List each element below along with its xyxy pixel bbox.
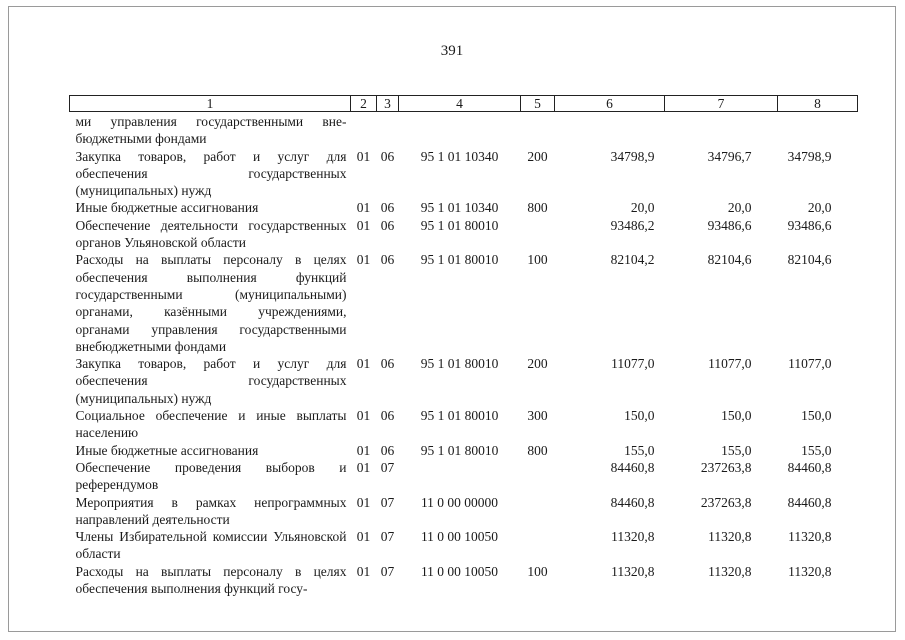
column-header: 7 <box>665 96 778 112</box>
row-section-code: 01 <box>356 408 371 424</box>
row-expense-type: 200 <box>527 356 548 372</box>
row-amount-col6: 82104,2 <box>610 252 655 268</box>
row-target-article: 95 1 01 80010 <box>420 356 499 372</box>
row-target-article: 95 1 01 10340 <box>420 200 499 216</box>
row-amount-col8: 11077,0 <box>788 356 832 372</box>
row-expense-type: 100 <box>527 563 548 579</box>
row-amount-col8: 20,0 <box>807 200 832 216</box>
row-section-code: 01 <box>356 494 371 510</box>
row-amount-col7: 150,0 <box>721 408 752 424</box>
row-expense-type: 800 <box>527 200 548 216</box>
row-name: ми управления государственными вне-бюджетными фондами <box>75 114 347 147</box>
row-amount-col7: 237263,8 <box>700 494 752 510</box>
row-section-code: 01 <box>356 252 371 268</box>
row-expense-type: 800 <box>527 442 548 458</box>
row-amount-col8: 155,0 <box>801 442 832 458</box>
row-subsection-code: 06 <box>380 442 395 458</box>
table-row <box>70 528 858 563</box>
row-amount-col8: 82104,6 <box>787 252 832 268</box>
row-expense-type: 200 <box>527 148 548 164</box>
row-name: Закупка товаров, работ и услуг для обеспечения государственных (муниципальных) нужд <box>75 356 347 406</box>
row-amount-col8: 11320,8 <box>788 563 832 579</box>
row-section-code: 01 <box>356 356 371 372</box>
row-target-article: 95 1 01 80010 <box>420 252 499 268</box>
table-row <box>70 407 858 442</box>
row-name: Члены Избирательной комиссии Ульяновской области <box>75 529 347 562</box>
row-section-code: 01 <box>356 529 371 545</box>
row-subsection-code: 06 <box>380 148 395 164</box>
budget-table <box>69 95 858 597</box>
row-section-code: 01 <box>356 459 371 475</box>
row-subsection-code: 06 <box>380 217 395 233</box>
table-row <box>70 563 858 598</box>
row-amount-col7: 34796,7 <box>707 148 752 164</box>
row-target-article: 11 0 00 10050 <box>420 529 499 545</box>
row-name: Закупка товаров, работ и услуг для обеспечения государственных (муниципальных) нужд <box>75 148 347 199</box>
row-subsection-code: 07 <box>380 563 395 579</box>
page-number: 391 <box>440 43 464 59</box>
row-amount-col6: 34798,9 <box>610 148 655 164</box>
row-amount-col7: 11320,8 <box>708 563 752 579</box>
row-target-article: 11 0 00 00000 <box>420 494 499 510</box>
column-header: 6 <box>555 96 665 112</box>
column-number-header-row <box>70 96 858 112</box>
column-header: 8 <box>778 96 858 112</box>
row-amount-col8: 150,0 <box>801 408 832 424</box>
row-name: Мероприятия в рамках непрограммных направлений деятельности <box>75 494 347 527</box>
row-section-code: 01 <box>356 563 371 579</box>
table-row <box>70 355 858 407</box>
row-amount-col8: 34798,9 <box>787 148 832 164</box>
row-expense-type: 100 <box>527 252 548 268</box>
row-amount-col6: 155,0 <box>624 442 655 458</box>
row-amount-col6: 84460,8 <box>610 459 655 475</box>
row-target-article <box>399 459 521 494</box>
row-amount-col6: 93486,2 <box>610 217 655 233</box>
row-target-article: 95 1 01 10340 <box>420 148 499 164</box>
row-name: Иные бюджетные ассигнования <box>75 442 259 458</box>
column-header: 5 <box>521 96 555 112</box>
column-header: 3 <box>377 96 399 112</box>
row-target-article <box>399 112 521 148</box>
row-subsection-code: 07 <box>380 529 395 545</box>
table-row <box>70 199 858 216</box>
row-section-code: 01 <box>356 200 371 216</box>
table-row <box>70 494 858 529</box>
table-row <box>70 459 858 494</box>
row-amount-col8: 84460,8 <box>787 494 832 510</box>
row-expense-type <box>521 217 555 252</box>
row-amount-col6: 20,0 <box>630 200 655 216</box>
column-header: 4 <box>399 96 521 112</box>
column-header: 2 <box>351 96 377 112</box>
row-amount-col7: 11320,8 <box>708 529 752 545</box>
row-amount-col6: 11320,8 <box>611 529 655 545</box>
row-name: Расходы на выплаты персоналу в целях обеспечения выполнения функций государственными (муниципальными) органами, казёнными учреждениями, органами управления государственными внебюджетными фондами <box>75 252 347 354</box>
row-amount-col8: 93486,6 <box>787 217 832 233</box>
table-row <box>70 442 858 459</box>
table-row <box>70 148 858 200</box>
row-amount-col7 <box>665 112 778 148</box>
column-header: 1 <box>70 96 351 112</box>
row-amount-col7: 20,0 <box>727 200 752 216</box>
row-amount-col7: 93486,6 <box>707 217 752 233</box>
row-amount-col6: 11077,0 <box>611 356 655 372</box>
row-target-article: 95 1 01 80010 <box>420 217 499 233</box>
table-row <box>70 112 858 148</box>
row-subsection-code: 06 <box>380 356 395 372</box>
row-section-code: 01 <box>356 217 371 233</box>
row-name: Расходы на выплаты персоналу в целях обеспечения выполнения функций госу- <box>75 563 347 597</box>
row-amount-col6: 150,0 <box>624 408 655 424</box>
row-amount-col7: 155,0 <box>721 442 752 458</box>
row-expense-type <box>521 494 555 529</box>
row-target-article: 95 1 01 80010 <box>420 442 499 458</box>
document-page <box>8 6 896 632</box>
row-subsection-code <box>377 112 399 148</box>
row-expense-type <box>521 112 555 148</box>
row-expense-type <box>521 459 555 494</box>
row-expense-type: 300 <box>527 408 548 424</box>
row-amount-col8: 84460,8 <box>787 459 832 475</box>
row-section-code: 01 <box>356 442 371 458</box>
row-subsection-code: 07 <box>380 494 395 510</box>
row-section-code: 01 <box>356 148 371 164</box>
row-amount-col6: 11320,8 <box>611 563 655 579</box>
row-subsection-code: 06 <box>380 408 395 424</box>
row-section-code <box>351 112 377 148</box>
table-row <box>70 251 858 355</box>
row-target-article: 95 1 01 80010 <box>420 408 499 424</box>
row-subsection-code: 06 <box>380 200 395 216</box>
row-expense-type <box>521 528 555 563</box>
row-name: Иные бюджетные ассигнования <box>75 200 259 216</box>
row-subsection-code: 06 <box>380 252 395 268</box>
row-amount-col7: 82104,6 <box>707 252 752 268</box>
row-amount-col6 <box>555 112 665 148</box>
row-name: Обеспечение деятельности государственных органов Ульяновской области <box>75 217 347 251</box>
row-amount-col8: 11320,8 <box>788 529 832 545</box>
row-amount-col6: 84460,8 <box>610 494 655 510</box>
row-amount-col8 <box>778 112 858 148</box>
row-subsection-code: 07 <box>380 459 395 475</box>
row-amount-col7: 237263,8 <box>700 459 752 475</box>
row-target-article: 11 0 00 10050 <box>420 563 499 579</box>
row-name: Социальное обеспечение и иные выплаты населению <box>75 408 347 441</box>
row-name: Обеспечение проведения выборов и референдумов <box>75 459 347 493</box>
table-row <box>70 217 858 252</box>
row-amount-col7: 11077,0 <box>708 356 752 372</box>
